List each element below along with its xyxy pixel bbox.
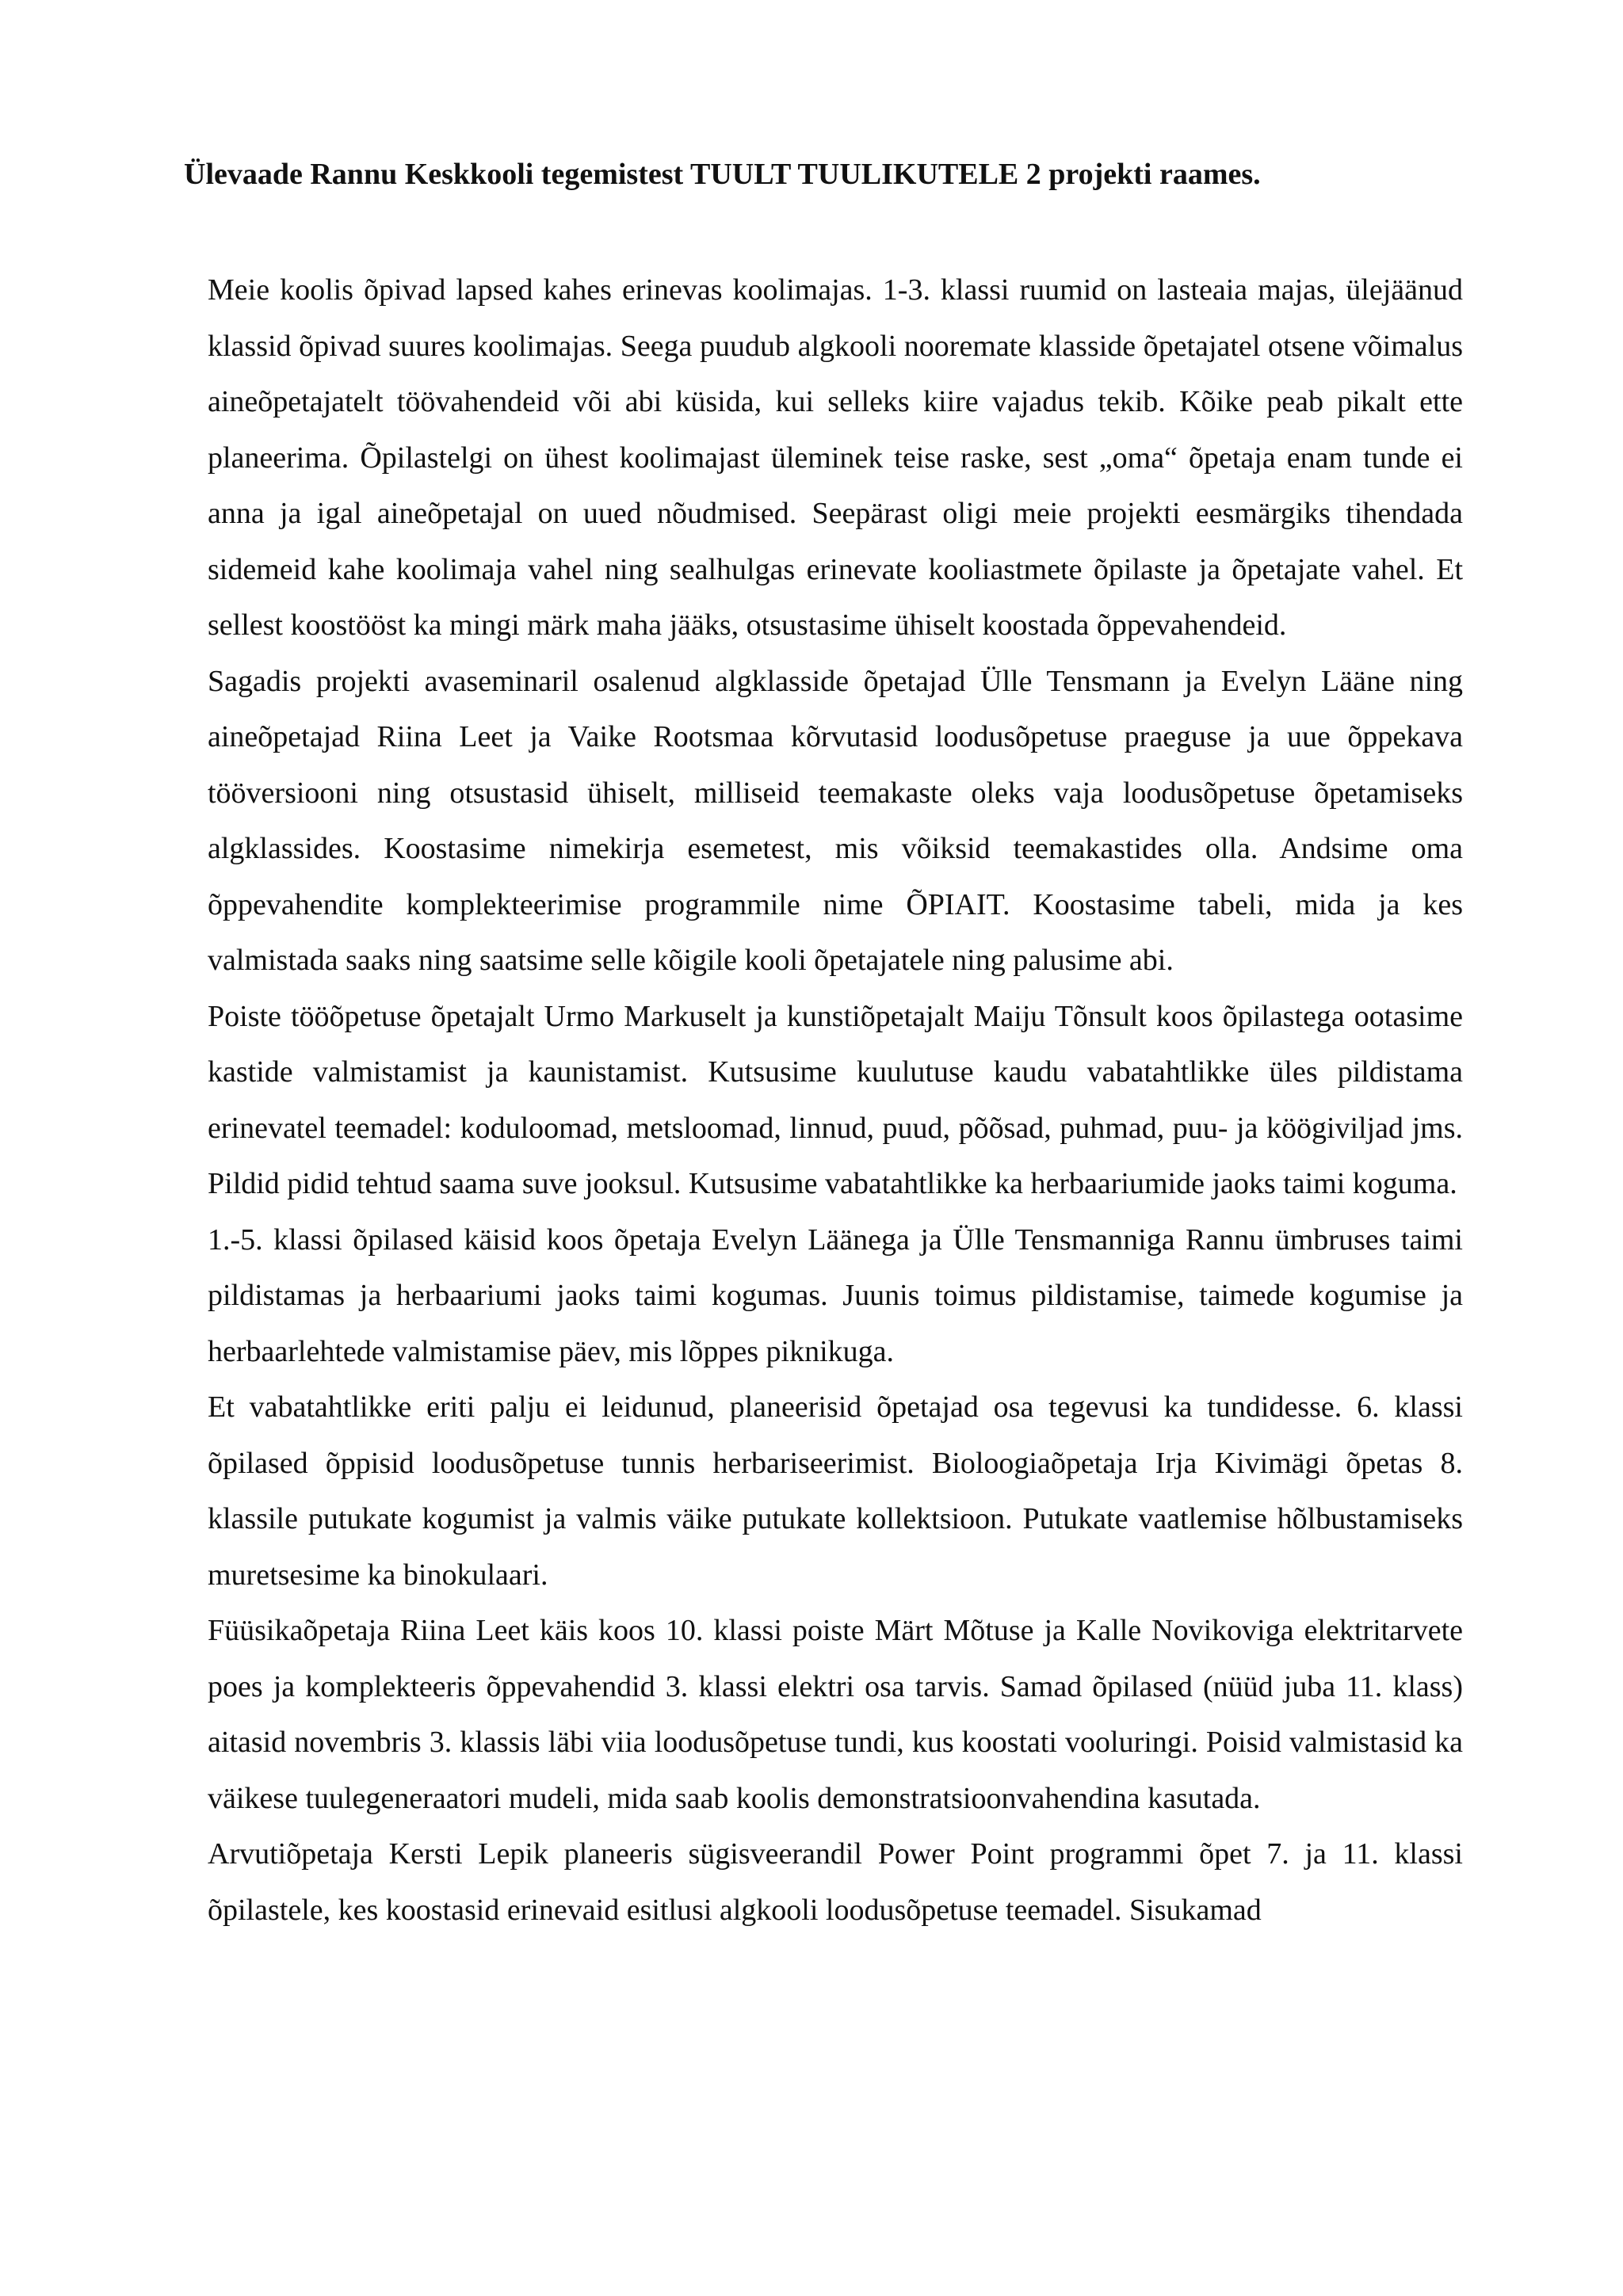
- paragraph-seminar: Sagadis projekti avaseminaril osalenud algklasside õpetajad Ülle Tensmann ja Evelyn Lääne ning aineõpetajad Riina Leet ja Vaike Rootsmaa kõrvutasid loodusõpetuse praeguse ja uue õppekava tööversiooni ning otsustasid ühiselt, milliseid teemakaste oleks vaja loodusõpetuse õpetamiseks algklassides. Koostasime nimekirja esemetest, mis võiksid teemakastides olla. Andsime oma õppevahendite komplekteerimise programmile nime ÕPIAIT. Koostasime tabeli, mida ja kes valmistada saaks ning saatsime selle kõigile kooli õpetajatele ning palusime abi.: [208, 664, 1463, 977]
- paragraph-intro: Meie koolis õpivad lapsed kahes erinevas koolimajas. 1-3. klassi ruumid on lasteaia majas, ülejäänud klassid õpivad suures koolimajas. Seega puudub algkooli nooremate klasside õpetajatel otsene võimalus aineõpetajatelt töövahendeid või abi küsida, kui selleks kiire vajadus tekib. Kõike peab pikalt ette planeerima. Õpilastelgi on ühest koolimajast üleminek teise raske, sest „oma“ õpetaja enam tunde ei anna ja igal aineõpetajal on uued nõudmised. Seepärast oligi meie projekti eesmärgiks tihendada sidemeid kahe koolimaja vahel ning sealhulgas erinevate kooliastmete õpilaste ja õpetajate vahel. Et sellest koostööst ka mingi märk maha jääks, otsustasime ühiselt koostada õppevahendeid.: [208, 273, 1463, 642]
- paragraph-lessons: Et vabatahtlikke eriti palju ei leidunud, planeerisid õpetajad osa tegevusi ka tundidesse. 6. klassi õpilased õppisid loodusõpetuse tunnis herbariseerimist. Bioloogiaõpetaja Irja Kivimägi õpetas 8. klassile putukate kogumist ja valmis väike putukate kollektsioon. Putukate vaatlemise hõlbustamiseks muretsesime ka binokulaari.: [208, 1390, 1463, 1592]
- paragraph-computing: Arvutiõpetaja Kersti Lepik planeeris sügisveerandil Power Point programmi õpet 7. ja 11. klassi õpilastele, kes koostasid erinevaid esitlusi algkooli loodusõpetuse teemadel. Sisukamad: [208, 1837, 1463, 1927]
- paragraph-excursion: 1.-5. klassi õpilased käisid koos õpetaja Evelyn Läänega ja Ülle Tensmanniga Rannu ümbruses taimi pildistamas ja herbaariumi jaoks taimi kogumas. Juunis toimus pildistamise, taimede kogumise ja herbaarlehtede valmistamise päev, mis lõppes piknikuga.: [208, 1222, 1463, 1368]
- paragraph-boxes: Poiste tööõpetuse õpetajalt Urmo Markuselt ja kunstiõpetajalt Maiju Tõnsult koos õpilastega ootasime kastide valmistamist ja kaunistamist. Kutsusime kuulutuse kaudu vabatahtlikke üles pildistama erinevatel teemadel: koduloomad, metsloomad, linnud, puud, põõsad, puhmad, puu- ja köögiviljad jms. Pildid pidid tehtud saama suve jooksul. Kutsusime vabatahtlikke ka herbaariumide jaoks taimi koguma.: [208, 999, 1463, 1200]
- paragraph-physics: Füüsikaõpetaja Riina Leet käis koos 10. klassi poiste Märt Mõtuse ja Kalle Novikoviga elektritarvete poes ja komplekteeris õppevahendid 3. klassi elektri osa tarvis. Samad õpilased (nüüd juba 11. klass) aitasid novembris 3. klassis läbi viia loodusõpetuse tundi, kus koostati vooluringi. Poisid valmistasid ka väikese tuulegeneraatori mudeli, mida saab koolis demonstratsioonvahendina kasutada.: [208, 1614, 1463, 1815]
- document-title: Ülevaade Rannu Keskkooli tegemistest TUULT TUULIKUTELE 2 projekti raames.: [184, 158, 1261, 191]
- document-body: [208, 262, 1463, 1938]
